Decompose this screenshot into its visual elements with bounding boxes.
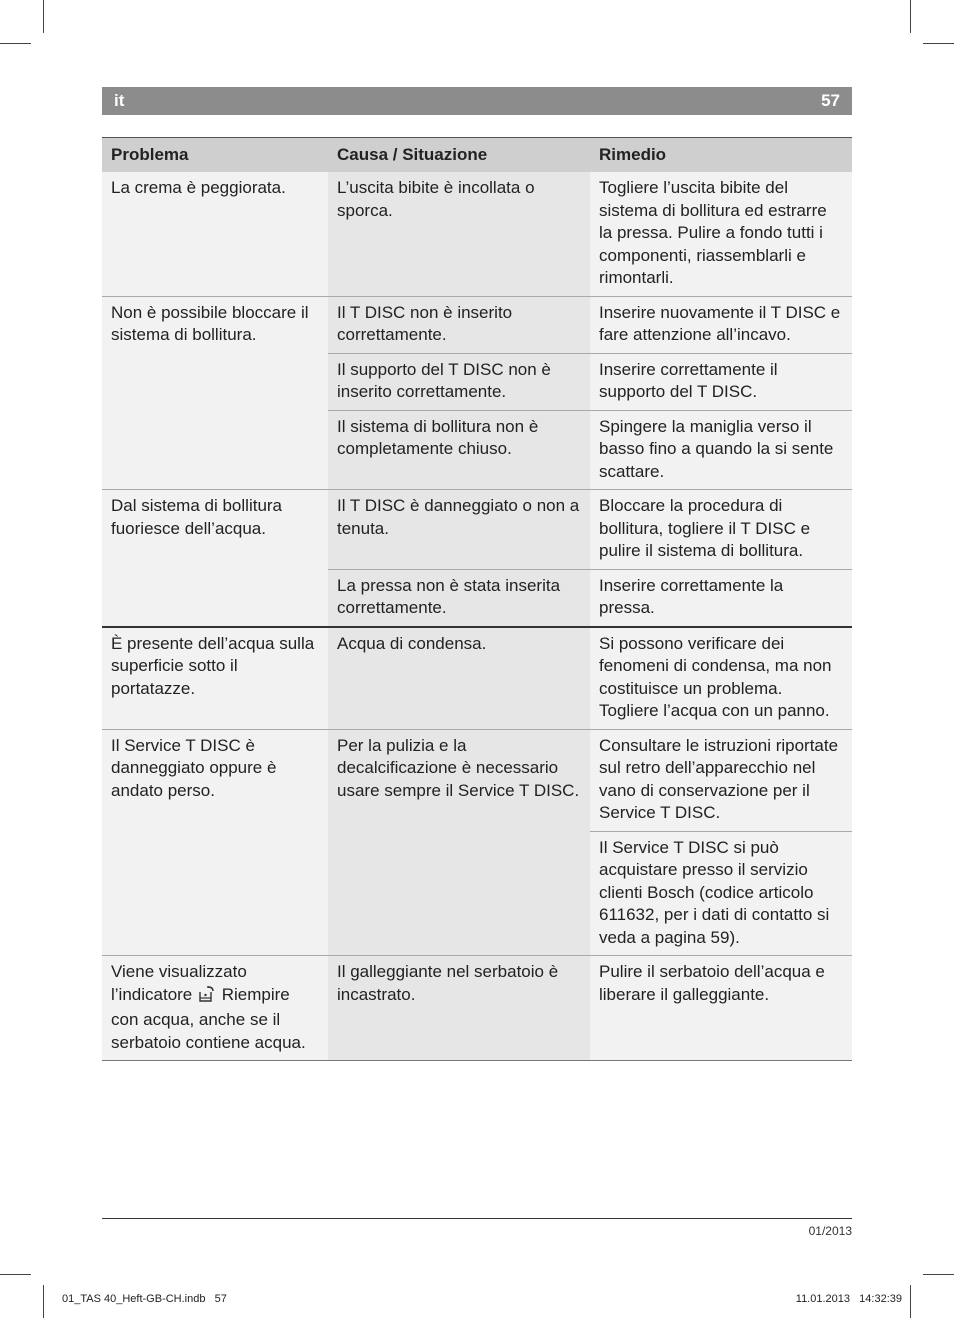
cause-cell: Per la pulizia e la decalcificazione è necessario usare sempre il Service T DISC. [328,729,590,956]
problem-text-after-icon: Riempire con acqua, anche se il serbatoio contiene acqua. [111,984,306,1052]
crop-mark [910,0,911,33]
remedy-cell: Pulire il serbatoio dell’acqua e liberare il galleggiante. [590,956,852,1061]
crop-mark [910,1285,911,1318]
cause-cell: Il galleggiante nel serbatoio è incastrato. [328,956,590,1061]
remedy-cell: Inserire correttamente il supporto del T DISC. [590,353,852,410]
remedy-cell: Spingere la maniglia verso il basso fino a quando la si sente scattare. [590,410,852,490]
crop-mark [923,1274,954,1275]
column-header-remedy: Rimedio [590,138,852,173]
table-row [102,296,852,353]
cause-cell: Acqua di condensa. [328,627,590,730]
table-row [102,729,852,831]
language-code: it [114,91,125,110]
problem-cell [102,956,328,1061]
cause-cell: Il T DISC non è inserito correttamente. [328,296,590,353]
remedy-cell: Bloccare la procedura di bollitura, togliere il T DISC e pulire il sistema di bollitura. [590,490,852,570]
remedy-cell: Il Service T DISC si può acquistare presso il servizio clienti Bosch (codice articolo 611632, per i dati di contatto si veda a pagina 59). [590,831,852,956]
water-tank-icon [199,985,215,1010]
table-row [102,172,852,296]
crop-mark [923,43,954,44]
remedy-cell: Consultare le istruzioni riportate sul retro dell’apparecchio nel vano di conservazione per il Service T DISC. [590,729,852,831]
table-row [102,490,852,570]
crop-mark [0,1274,31,1275]
table-row [102,956,852,1061]
problem-text-before-icon: Viene visualizzato l’indicatore [111,962,247,1004]
cause-cell: Il supporto del T DISC non è inserito correttamente. [328,353,590,410]
troubleshooting-table [102,137,852,1061]
column-header-cause: Causa / Situazione [328,138,590,173]
problem-cell: Non è possibile bloccare il sistema di bollitura. [102,296,328,490]
crop-mark [43,1285,44,1318]
page-header [102,87,852,115]
cause-cell: La pressa non è stata inserita correttamente. [328,569,590,627]
problem-cell: È presente dell’acqua sulla superficie sotto il portatazze. [102,627,328,730]
remedy-cell: Si possono verificare dei fenomeni di condensa, ma non costituisce un problema. Togliere l’acqua con un panno. [590,627,852,730]
print-slug-file: 01_TAS 40_Heft-GB-CH.indb 57 [62,1293,227,1305]
cause-cell: Il T DISC è danneggiato o non a tenuta. [328,490,590,570]
table-row [102,627,852,730]
remedy-cell: Togliere l’uscita bibite del sistema di bollitura ed estrarre la pressa. Pulire a fondo tutti i componenti, riassemblarli e rimontarli. [590,172,852,296]
crop-mark [43,0,44,33]
table-header-row [102,138,852,173]
problem-cell: Il Service T DISC è danneggiato oppure è andato perso. [102,729,328,956]
page-number: 57 [821,91,840,110]
cause-cell: Il sistema di bollitura non è completamente chiuso. [328,410,590,490]
column-header-problem: Problema [102,138,328,173]
footer-date: 01/2013 [808,1224,852,1238]
problem-cell: La crema è peggiorata. [102,172,328,296]
remedy-cell: Inserire correttamente la pressa. [590,569,852,627]
cause-cell: L’uscita bibite è incollata o sporca. [328,172,590,296]
remedy-cell: Inserire nuovamente il T DISC e fare attenzione all’incavo. [590,296,852,353]
print-slug-timestamp: 11.01.2013 14:32:39 [795,1293,902,1305]
footer-divider [102,1218,852,1219]
crop-mark [0,43,31,44]
problem-cell: Dal sistema di bollitura fuoriesce dell’acqua. [102,490,328,627]
